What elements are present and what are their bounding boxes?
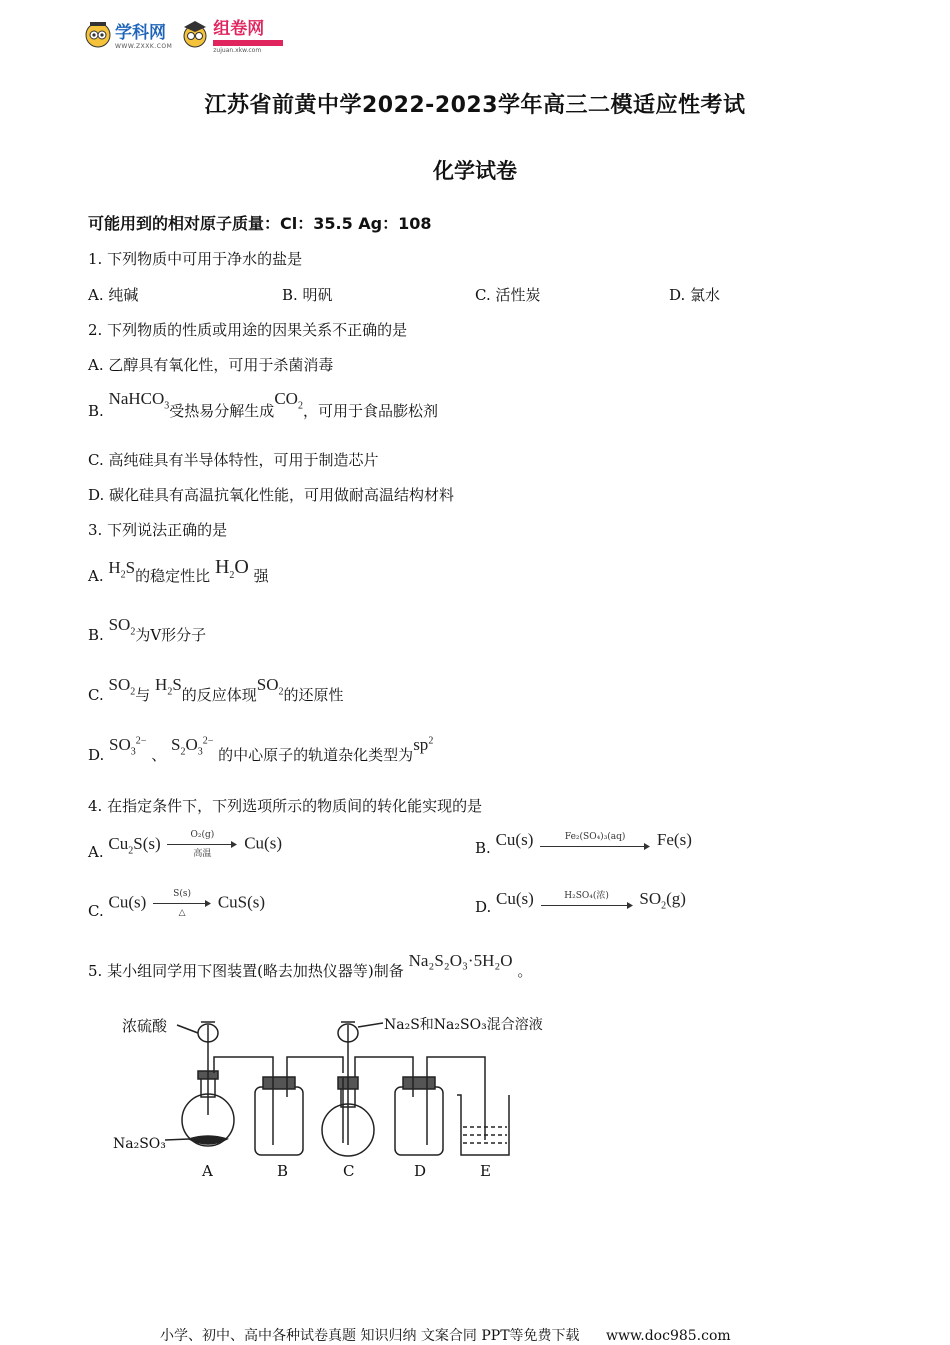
q3-c-end: 的还原性 bbox=[283, 686, 344, 704]
formula-sub: 2 bbox=[130, 686, 136, 698]
formula-cu: Cu(s) bbox=[496, 889, 534, 908]
formula-sup: 2 bbox=[428, 735, 434, 747]
formula-text: H bbox=[214, 556, 230, 578]
formula-so2 bbox=[256, 675, 284, 698]
formula-text: S bbox=[172, 675, 182, 694]
formula-text: (g) bbox=[666, 889, 686, 908]
arrow-condition-top: S(s) bbox=[173, 889, 191, 899]
q1-option-b[interactable]: B. 明矾 bbox=[282, 286, 333, 304]
arrow-icon bbox=[540, 842, 650, 851]
q2-b-prefix: B. bbox=[88, 402, 104, 420]
formula-cus: CuS(s) bbox=[217, 892, 266, 912]
q2-b-mid: 受热易分解生成 bbox=[169, 402, 275, 420]
header-logos bbox=[84, 14, 283, 54]
arrow-icon bbox=[153, 899, 211, 908]
formula-s2o3-ion bbox=[171, 735, 214, 758]
formula-sp2 bbox=[413, 735, 433, 754]
q1-option-c[interactable]: C. 活性炭 bbox=[475, 286, 541, 304]
q1-stem: 1. 下列物质中可用于净水的盐是 bbox=[88, 250, 303, 268]
q3-option-c[interactable] bbox=[88, 674, 344, 704]
formula-nahco3 bbox=[108, 389, 170, 412]
q3-a-prefix: A. bbox=[88, 567, 104, 585]
q4-stem: 4. 在指定条件下，下列选项所示的物质间的转化能实现的是 bbox=[88, 797, 483, 815]
q3-stem: 3. 下列说法正确的是 bbox=[88, 521, 228, 539]
flask-label-b: B bbox=[277, 1162, 289, 1180]
formula-so3-ion bbox=[109, 735, 147, 758]
formula-h2o bbox=[214, 556, 249, 581]
arrow-condition-bottom: 高温 bbox=[193, 849, 212, 859]
q4-b-prefix: B. bbox=[475, 839, 491, 857]
q3-c-mid2: 的反应体现 bbox=[181, 686, 257, 704]
formula-co2 bbox=[274, 389, 303, 412]
q3-b-end: 为V形分子 bbox=[135, 626, 207, 644]
formula-text: S bbox=[125, 558, 136, 577]
formula-sub: 2 bbox=[167, 686, 173, 698]
logo1-text: 学科网 bbox=[115, 23, 166, 43]
q2-option-c[interactable]: C. 高纯硅具有半导体特性，可用于制造芯片 bbox=[88, 451, 379, 469]
formula-text: S(s) bbox=[133, 833, 161, 853]
logo2-subtext: zujuan.xkw.com bbox=[213, 47, 262, 54]
formula-text: S bbox=[171, 735, 181, 754]
formula-sup: 2− bbox=[202, 735, 214, 747]
reaction-arrow bbox=[540, 832, 650, 851]
zujuanwang-logo[interactable] bbox=[180, 14, 283, 54]
formula-sub: 2 bbox=[661, 900, 667, 912]
page-subtitle: 化学试卷 bbox=[433, 159, 517, 183]
q2-stem: 2. 下列物质的性质或用途的因果关系不正确的是 bbox=[88, 321, 408, 339]
q5-stem: 5. 某小组同学用下图装置(略去加热仪器等)制备 bbox=[88, 962, 404, 980]
formula-sup: 2− bbox=[135, 735, 147, 747]
formula-text: sp bbox=[413, 735, 429, 754]
formula-sub: 2 bbox=[120, 569, 126, 581]
formula-text: CO bbox=[274, 389, 298, 408]
formula-text: H bbox=[155, 675, 168, 694]
logo1-subtext: WWW.ZXXK.COM bbox=[115, 43, 173, 50]
q4-option-a[interactable] bbox=[88, 830, 282, 859]
label-conc-sulfuric-acid: 浓硫酸 bbox=[122, 1017, 168, 1035]
q4-c-prefix: C. bbox=[88, 901, 104, 920]
q2-option-a[interactable]: A. 乙醇具有氧化性，可用于杀菌消毒 bbox=[88, 356, 334, 374]
reaction-arrow bbox=[153, 889, 211, 918]
logo2-text: 组卷网 bbox=[213, 19, 265, 39]
q1-option-a[interactable]: A. 纯碱 bbox=[88, 286, 139, 304]
logo2-banner bbox=[213, 40, 283, 46]
formula-text: H bbox=[108, 558, 121, 577]
q2-option-d[interactable]: D. 碳化硅具有高温抗氧化性能，可用做耐高温结构材料 bbox=[88, 486, 455, 504]
arrow-icon bbox=[541, 901, 633, 910]
label-na2so3-solid: Na₂SO₃ bbox=[113, 1136, 166, 1152]
formula-sub: 2 bbox=[130, 626, 136, 638]
formula-so2 bbox=[108, 615, 136, 638]
arrow-condition-bottom: △ bbox=[178, 908, 186, 918]
formula-so2 bbox=[108, 675, 136, 698]
formula-text: NaHCO bbox=[108, 389, 165, 408]
q3-option-d[interactable] bbox=[88, 734, 434, 764]
formula-text: SO bbox=[109, 735, 131, 754]
q3-b-prefix: B. bbox=[88, 626, 104, 644]
formula-cu2s bbox=[108, 833, 161, 856]
arrow-condition-top: Fe₂(SO₄)₃(aq) bbox=[564, 831, 626, 842]
formula-sub: 2 bbox=[229, 570, 235, 581]
formula-text: Cu bbox=[108, 833, 129, 853]
xuekewang-logo[interactable] bbox=[84, 18, 172, 50]
q3-c-mid1: 与 bbox=[135, 686, 151, 704]
formula-cu: Cu(s) bbox=[244, 833, 282, 853]
footer-url[interactable]: www.doc985.com bbox=[605, 1328, 731, 1344]
owl-mascot-icon bbox=[84, 20, 112, 48]
q3-option-a[interactable] bbox=[88, 556, 269, 585]
formula-text: O bbox=[234, 556, 249, 578]
formula-sodium-thiosulfate: Na₂S₂O₃·5H₂O bbox=[408, 951, 513, 970]
formula-sub: 2 bbox=[297, 400, 303, 412]
formula-sub: 2 bbox=[128, 844, 134, 856]
reaction-arrow bbox=[167, 830, 237, 859]
formula-text: SO bbox=[256, 675, 279, 694]
arrow-icon bbox=[167, 840, 237, 849]
formula-sub: 3 bbox=[197, 746, 203, 758]
formula-h2s bbox=[108, 558, 136, 581]
atomic-masses: 可能用到的相对原子质量：Cl：35.5 Ag：108 bbox=[88, 214, 432, 233]
formula-cu: Cu(s) bbox=[495, 830, 534, 849]
q3-c-prefix: C. bbox=[88, 686, 104, 704]
arrow-condition-top: O₂(g) bbox=[190, 830, 215, 840]
footer bbox=[160, 1325, 731, 1345]
formula-h2s bbox=[155, 675, 182, 698]
q3-d-sep: 、 bbox=[151, 746, 167, 764]
formula-text: SO bbox=[108, 615, 131, 634]
q4-option-c[interactable] bbox=[88, 889, 265, 918]
q4-d-prefix: D. bbox=[475, 898, 492, 916]
arrow-condition-top: H₂SO₄(浓) bbox=[564, 890, 609, 901]
q2-b-end: ，可用于食品膨松剂 bbox=[302, 402, 438, 420]
formula-sub: 3 bbox=[130, 746, 136, 758]
mascot-icon bbox=[180, 19, 210, 49]
formula-cu: Cu(s) bbox=[108, 892, 147, 912]
q4-a-prefix: A. bbox=[88, 842, 104, 861]
q3-d-mid: 的中心原子的轨道杂化类型为 bbox=[218, 746, 414, 764]
q5-end: 。 bbox=[517, 962, 533, 980]
page-title: 江苏省前黄中学2022-2023学年高三二模适应性考试 bbox=[204, 93, 746, 118]
formula-text: O bbox=[185, 735, 198, 754]
flask-label-d: D bbox=[414, 1162, 427, 1180]
formula-text: SO bbox=[108, 675, 131, 694]
q3-option-b[interactable] bbox=[88, 614, 207, 644]
q3-a-mid: 的稳定性比 bbox=[135, 567, 211, 585]
formula-so2-g bbox=[639, 889, 686, 912]
q1-option-d[interactable]: D. 氯水 bbox=[669, 286, 721, 304]
flask-label-c: C bbox=[343, 1162, 355, 1180]
q2-option-b[interactable] bbox=[88, 388, 438, 420]
reaction-arrow bbox=[541, 891, 633, 910]
formula-text: SO bbox=[639, 889, 662, 908]
footer-text: 小学、初中、高中各种试卷真题 知识归纳 文案合同 PPT等免费下载 bbox=[160, 1328, 580, 1344]
formula-sub: 2 bbox=[180, 746, 186, 758]
label-na2s-na2so3-solution: Na₂S和Na₂SO₃混合溶液 bbox=[384, 1017, 543, 1033]
q4-option-b[interactable] bbox=[475, 830, 692, 857]
flask-label-e: E bbox=[480, 1162, 491, 1180]
q3-d-prefix: D. bbox=[88, 746, 105, 764]
flask-label-a: A bbox=[202, 1162, 213, 1180]
q4-option-d[interactable] bbox=[475, 889, 686, 916]
q5-stem-line bbox=[88, 950, 533, 980]
formula-sub: 3 bbox=[164, 400, 170, 412]
formula-sub: 2 bbox=[278, 686, 284, 698]
q3-a-end: 强 bbox=[253, 567, 269, 585]
formula-fe: Fe(s) bbox=[656, 830, 692, 849]
